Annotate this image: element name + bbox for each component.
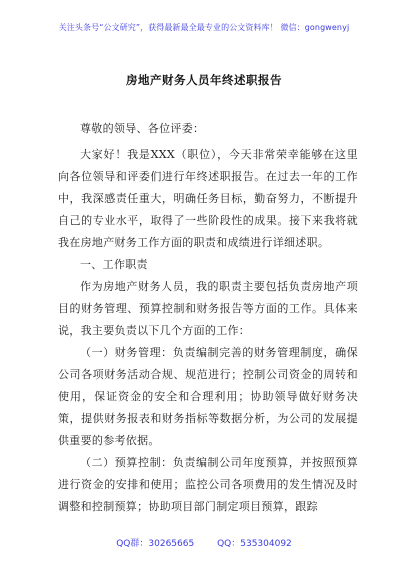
paragraph-duties: 作为房地产财务人员，我的职责主要包括负责房地产项目的财务管理、预算控制和财务报告等方面的工作。具体来说，我主要负责以下几个方面的工作： [58, 280, 358, 337]
footer-qq-group: QQ群：30265665 [116, 539, 195, 549]
document-body [58, 118, 358, 518]
greeting: 尊敬的领导、各位评委： [80, 122, 205, 135]
paragraph-intro: 大家好！我是XXX（职位），今天非常荣幸能够在这里向各位领导和评委们进行年终述职报告。在过去一年的工作中，我深感责任重大，明确任务目标，勤奋努力，不断提升自己的专业水平，取得了一些阶段性的成果。接下来我将就我在房地产财务工作方面的职责和成绩进行详细述职。 [58, 148, 358, 249]
document-title: 房地产财务人员年终述职报告 [126, 73, 282, 87]
footer-qq: QQ：535304092 [217, 539, 292, 549]
header-notice: 关注头条号“公文研究”，获得最新最全最专业的公文资料库！ 微信：gongwenyj [58, 23, 350, 32]
footer-contacts [0, 536, 408, 549]
paragraph-finance-management: （一）财务管理：负责编制完善的财务管理制度，确保公司各项财务活动合规、规范进行；控制公司资金的周转和使用，保证资金的安全和合理利用；协助领导做好财务决策，提供财务报表和财务指标等数据分析，为公司的发展提供重要的参考依据。 [58, 346, 358, 447]
paragraph-budget-control: （二）预算控制：负责编制公司年度预算，并按照预算进行资金的安排和使用；监控公司各项费用的发生情况及时调整和控制预算；协助项目部门制定项目预算，跟踪 [58, 456, 358, 513]
section-heading: 一、工作职责 [80, 258, 148, 271]
